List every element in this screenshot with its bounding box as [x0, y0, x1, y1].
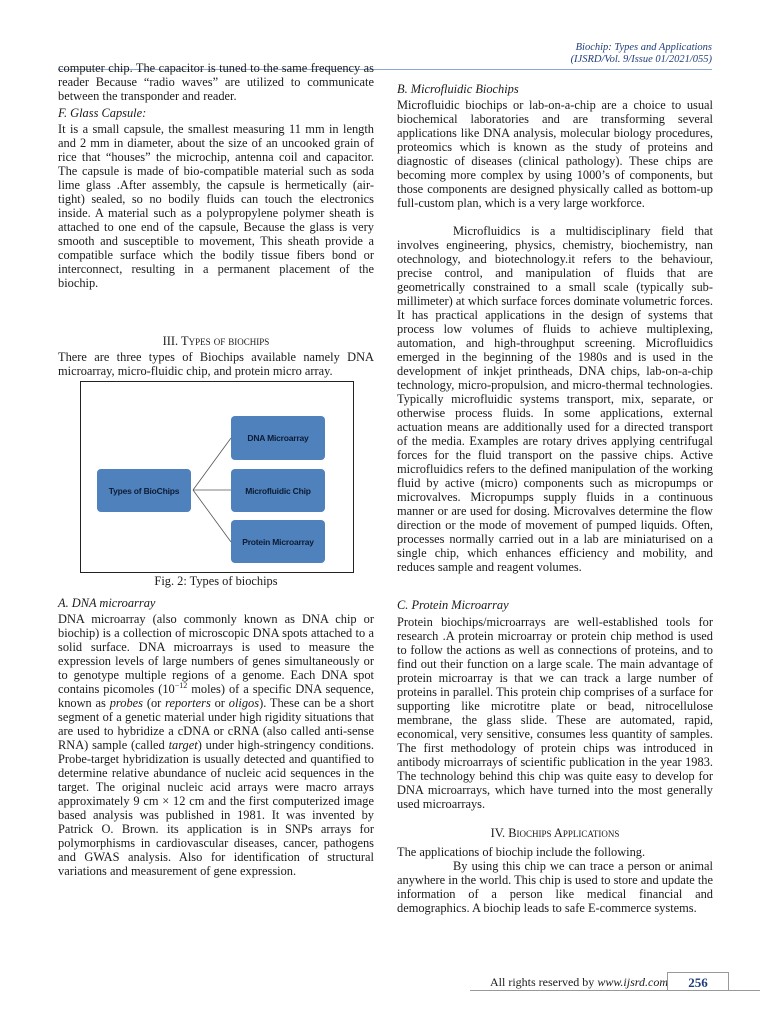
footer-divider — [470, 990, 760, 991]
diagram-node-protein-microarray: Protein Microarray — [231, 520, 325, 563]
text-run: DNA microarray (also commonly known as DNA chip or biochip) is a collection of microscopic DNA spots attached to a solid surface. DNA microarrays is used to measure the expression levels of large numbers of genes simultaneously or to genotype multiple regions of a genome. Each DNA spot contains picomoles (10 — [58, 612, 374, 696]
rights-text: All rights reserved by — [490, 975, 598, 989]
superscript: −12 — [174, 680, 188, 690]
subsection-heading-dna-microarray: A. DNA microarray — [58, 596, 156, 610]
paragraph: There are three types of Biochips available namely DNA microarray, micro-fluidic chip, and protein micro array. — [58, 350, 374, 378]
paragraph: Microfluidic biochips or lab-on-a-chip are a choice to usual biochemical laboratories and are transforming several applications like DNA analysis, molecular biology procedures, proteomics which is known as the study of proteins and diagnostic of diseases (clinical pathology). These chips are becoming more complex by using 1000’s of components, but those components are designed physically called as bottom-up full-custom plan, which is a very large workforce. — [397, 98, 713, 210]
section-heading-applications: IV. Biochips Applications — [490, 826, 620, 840]
subsection-heading-protein-microarray: C. Protein Microarray — [397, 598, 509, 612]
footer-rights — [490, 975, 668, 990]
text-run: ). These can be a short segment of a genetic material under high rigidity situations that are used to hybridize a cDNA or cRNA (also called anti-sense RNA) sample (called — [58, 696, 374, 752]
site-link[interactable]: www.ijsrd.com — [597, 975, 668, 989]
italic-term: probes — [109, 696, 143, 710]
figure-caption: Fig. 2: Types of biochips — [154, 574, 278, 588]
subsection-heading-microfluidic: B. Microfluidic Biochips — [397, 82, 519, 96]
page-number: 256 — [667, 972, 729, 991]
diagram-node-microfluidic-chip: Microfluidic Chip — [231, 469, 325, 512]
running-header — [571, 42, 712, 66]
connector-line — [193, 438, 231, 490]
section-heading-types: III. Types of biochips — [162, 334, 270, 348]
paragraph: By using this chip we can trace a person or animal anywhere in the world. This chip is used to store and update the information of a person like medical financial and demographics. A biochip leads to safe E-commerce systems. — [397, 859, 714, 915]
text-run: ) under high-stringency conditions. Probe-target hybridization is usually detected and quantified to determine relative abundance of nucleic acid sequences in the target. The original nucleic acid arrays were macro arrays approximately 9 cm × 12 cm and the first computerized image based analysis was published in 1981. It was invented by Patrick O. Brown. its application is in SNPs arrays for polymorphisms in cardiovascular diseases, cancer, pathogens and GWAS analysis. Also for identification of structural variations and measurement of gene expression. — [58, 738, 374, 878]
connector-line — [193, 490, 231, 542]
paragraph: It is a small capsule, the smallest measuring 11 mm in length and 2 mm in diameter, about the size of an uncooked grain of rice that “houses” the microchip, antenna coil and capacitor. The capsule is made of bio-compatible material such as soda lime glass .After assembly, the capsule is hermetically (air-tight) sealed, so no bodily fluids can touch the electronics inside. A material such as a polypropylene polymer sheath is attached to one end of the capsule, Because the glass is very smooth and susceptible to movement, This sheath provide a compatible surface which the bodily tissue fibers bond or interconnect, resulting in a permanent placement of the biochip. — [58, 122, 374, 290]
diagram-node-root: Types of BioChips — [97, 469, 191, 512]
subsection-heading-glass-capsule: F. Glass Capsule: — [58, 106, 147, 120]
paragraph: Protein biochips/microarrays are well-established tools for research .A protein microarray or protein chip method is used to follow the actions as well as connections of proteins, and to find out their function on a large scale. The main advantage of protein microarray is that we can track a large number of proteins in parallel. This protein chip comprises of a surface for supporting like microtitre plate or bead, nitrocellulose membrane, the glass slide. These are automated, rapid, economical, very sensitive, consumes less quantity of samples. The first methodology of protein chips was introduced in antibody microarrays of scientific publication in the year 1983. The technology behind this chip was quite easy to develop for DNA microarrays, which have turned into the most generally used microarrays. — [397, 615, 713, 811]
paragraph: computer chip. The capacitor is tuned to the same frequency as reader Because “radio waves” are utilized to communicate between the transponder and reader. — [58, 61, 374, 103]
diagram-node-dna-microarray: DNA Microarray — [231, 416, 325, 460]
header-citation: (IJSRD/Vol. 9/Issue 01/2021/055) — [570, 54, 712, 65]
italic-term: target — [168, 738, 198, 752]
figure-types-of-biochips — [80, 381, 354, 573]
header-title: Biochip: Types and Applications — [575, 42, 712, 53]
italic-term: oligos — [228, 696, 260, 710]
text-run: moles) of a specific DNA sequence, known as — [58, 682, 375, 710]
paragraph: Microfluidics is a multidisciplinary field that involves engineering, physics, chemistry, biochemistry, nan otechnology, and biotechnology.it refers to the behaviour, precise control, and manipulation of fluids that are geometrically constrained to a small scale (typically sub-millimeter) at which surface forces dominate volumetric forces. It has practical applications in the design of systems that process low volumes of fluids to achieve multiplexing, automation, and high-throughput screening. Microfluidics emerged in the beginning of the 1980s and is used in the development of inkjet printheads, DNA chips, lab-on-a-chip technology, micro-propulsion, and micro-thermal technologies. Typically microfluidic systems transport, mix, separate, or otherwise process fluids. In some applications, external actuation means are additionally used for a directed transport of the media. Examples are rotary drives applying centrifugal forces for the fluid transport on the passive chips. Active microfluidics refers to the defined manipulation of the working fluid by active (micro) components such as micropumps or microvalves. Micropumps supply fluids in a continuous manner or are used for dosing. Microvalves determine the flow direction or the mode of movement of pumped liquids. Often, processes normally carried out in a lab are miniaturised on a single chip, which enhances efficiency and mobility, and reduces sample and reagent volumes. — [397, 224, 713, 574]
italic-term: reporters — [165, 696, 211, 710]
text-run: (or — [143, 696, 166, 710]
paragraph — [58, 612, 374, 878]
paragraph: The applications of biochip include the following. — [397, 845, 646, 859]
text-run: or — [210, 696, 229, 710]
